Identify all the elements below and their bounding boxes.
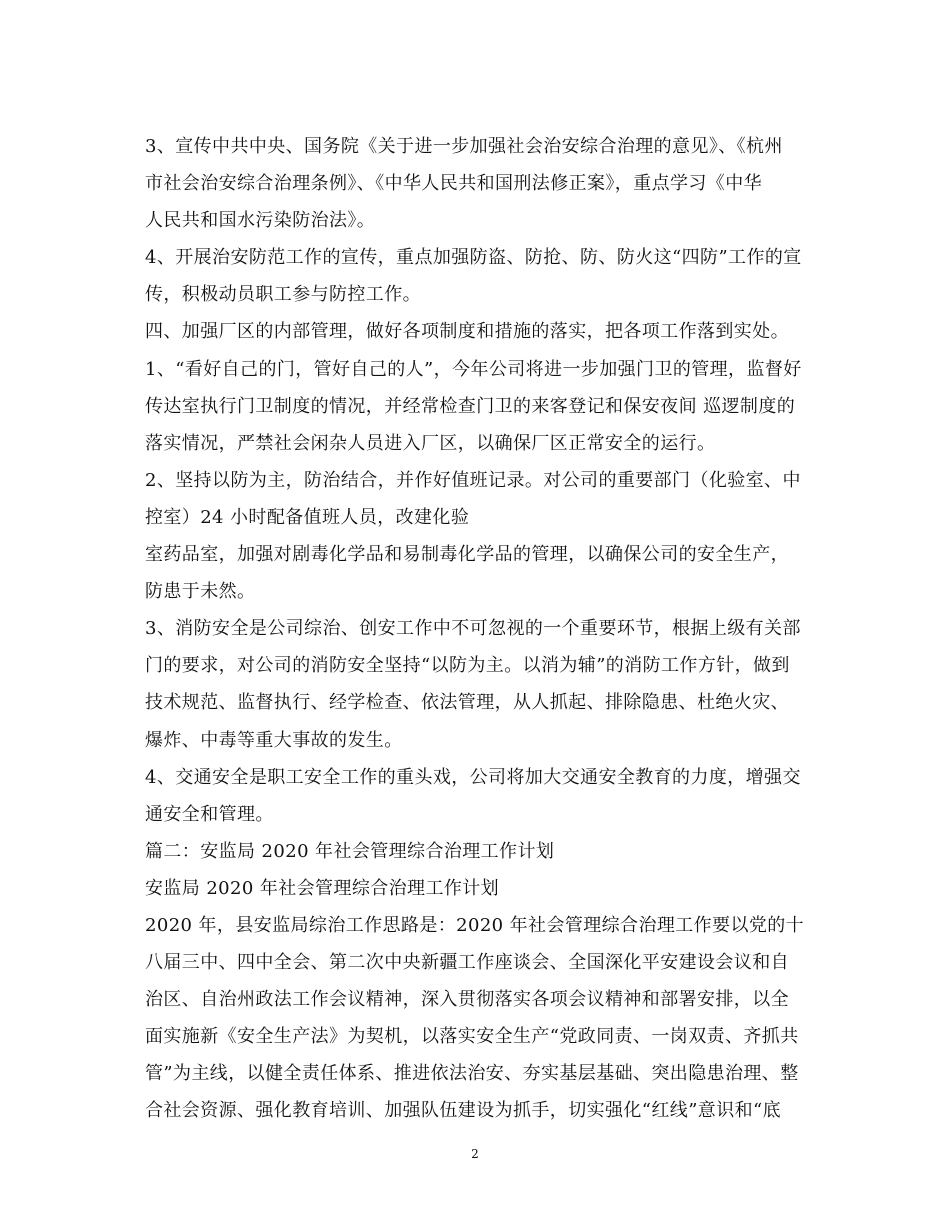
text-line: 市社会治安综合治理条例》、《中华人民共和国刑法修正案》，重点学习《中华 bbox=[145, 173, 762, 195]
chapter-title-line: 安监局 2020 年社会管理综合治理工作计划 bbox=[145, 877, 500, 899]
text-line: 技术规范、监督执行、经学检查、依法管理，从人抓起、排除隐患、杜绝火灾、 bbox=[145, 692, 789, 714]
text-line: 4、交通安全是职工安全工作的重头戏，公司将加大交通安全教育的力度，增强交 bbox=[145, 766, 801, 788]
text-line: 落实情况，严禁社会闲杂人员进入厂区，以确保厂区正常安全的运行。 bbox=[145, 432, 716, 454]
text-line: 防患于未然。 bbox=[145, 581, 256, 603]
text-line: 2、坚持以防为主，防治结合，并作好值班记录。对公司的重要部门（化验室、中 bbox=[145, 469, 801, 491]
text-line: 爆炸、中毒等重大事故的发生。 bbox=[145, 729, 403, 751]
text-line: 八届三中、四中全会、第二次中央新疆工作座谈会、全国深化平安建设会议和自 bbox=[145, 952, 789, 974]
text-line: 合社会资源、强化教育培训、加强队伍建设为抓手，切实强化“红线”意识和“底 bbox=[145, 1100, 782, 1122]
text-line: 3、宣传中共中央、国务院《关于进一步加强社会治安综合治理的意见》、《杭州 bbox=[145, 136, 783, 157]
chapter-heading-line: 篇二：安监局 2020 年社会管理综合治理工作计划 bbox=[145, 840, 555, 862]
text-line: 传达室执行门卫制度的情况，并经常检查门卫的来客登记和保安夜间 巡逻制度的 bbox=[145, 395, 796, 417]
text-line: 室药品室，加强对剧毒化学品和易制毒化学品的管理，以确保公司的安全生产， bbox=[145, 544, 789, 566]
text-line: 1、“看好自己的门，管好自己的人”，今年公司将进一步加强门卫的管理，监督好 bbox=[145, 358, 802, 380]
text-line: 面实施新《安全生产法》为契机，以落实安全生产“党政同责、一岗双责、齐抓共 bbox=[145, 1026, 799, 1048]
section-heading-line: 四、加强厂区的内部管理，做好各项制度和措施的落实，把各项工作落到实处。 bbox=[145, 321, 789, 343]
text-line: 4、开展治安防范工作的宣传，重点加强防盗、防抢、防、防火这“四防”工作的宣 bbox=[145, 247, 802, 269]
document-body bbox=[145, 128, 810, 1130]
text-line: 控室）24 小时配备值班人员，改建化验 bbox=[145, 506, 470, 528]
text-line: 通安全和管理。 bbox=[145, 803, 274, 825]
text-line: 3、消防安全是公司综治、创安工作中不可忽视的一个重要环节，根据上级有关部 bbox=[145, 618, 801, 640]
page-number: 2 bbox=[471, 1147, 479, 1161]
text-line: 人民共和国水污染防治法》。 bbox=[145, 210, 376, 232]
text-line: 管”为主线，以健全责任体系、推进依法治安、夯实基层基础、突出隐患治理、整 bbox=[145, 1063, 799, 1085]
text-line: 门的要求，对公司的消防安全坚持“以防为主。以消为辅”的消防工作方针，做到 bbox=[145, 655, 790, 677]
text-line: 传，积极动员职工参与防控工作。 bbox=[145, 284, 421, 306]
text-line: 2020 年，县安监局综治工作思路是：2020 年社会管理综合治理工作要以党的十 bbox=[145, 914, 805, 936]
text-line: 治区、自治州政法工作会议精神，深入贯彻落实各项会议精神和部署安排，以全 bbox=[145, 989, 789, 1011]
